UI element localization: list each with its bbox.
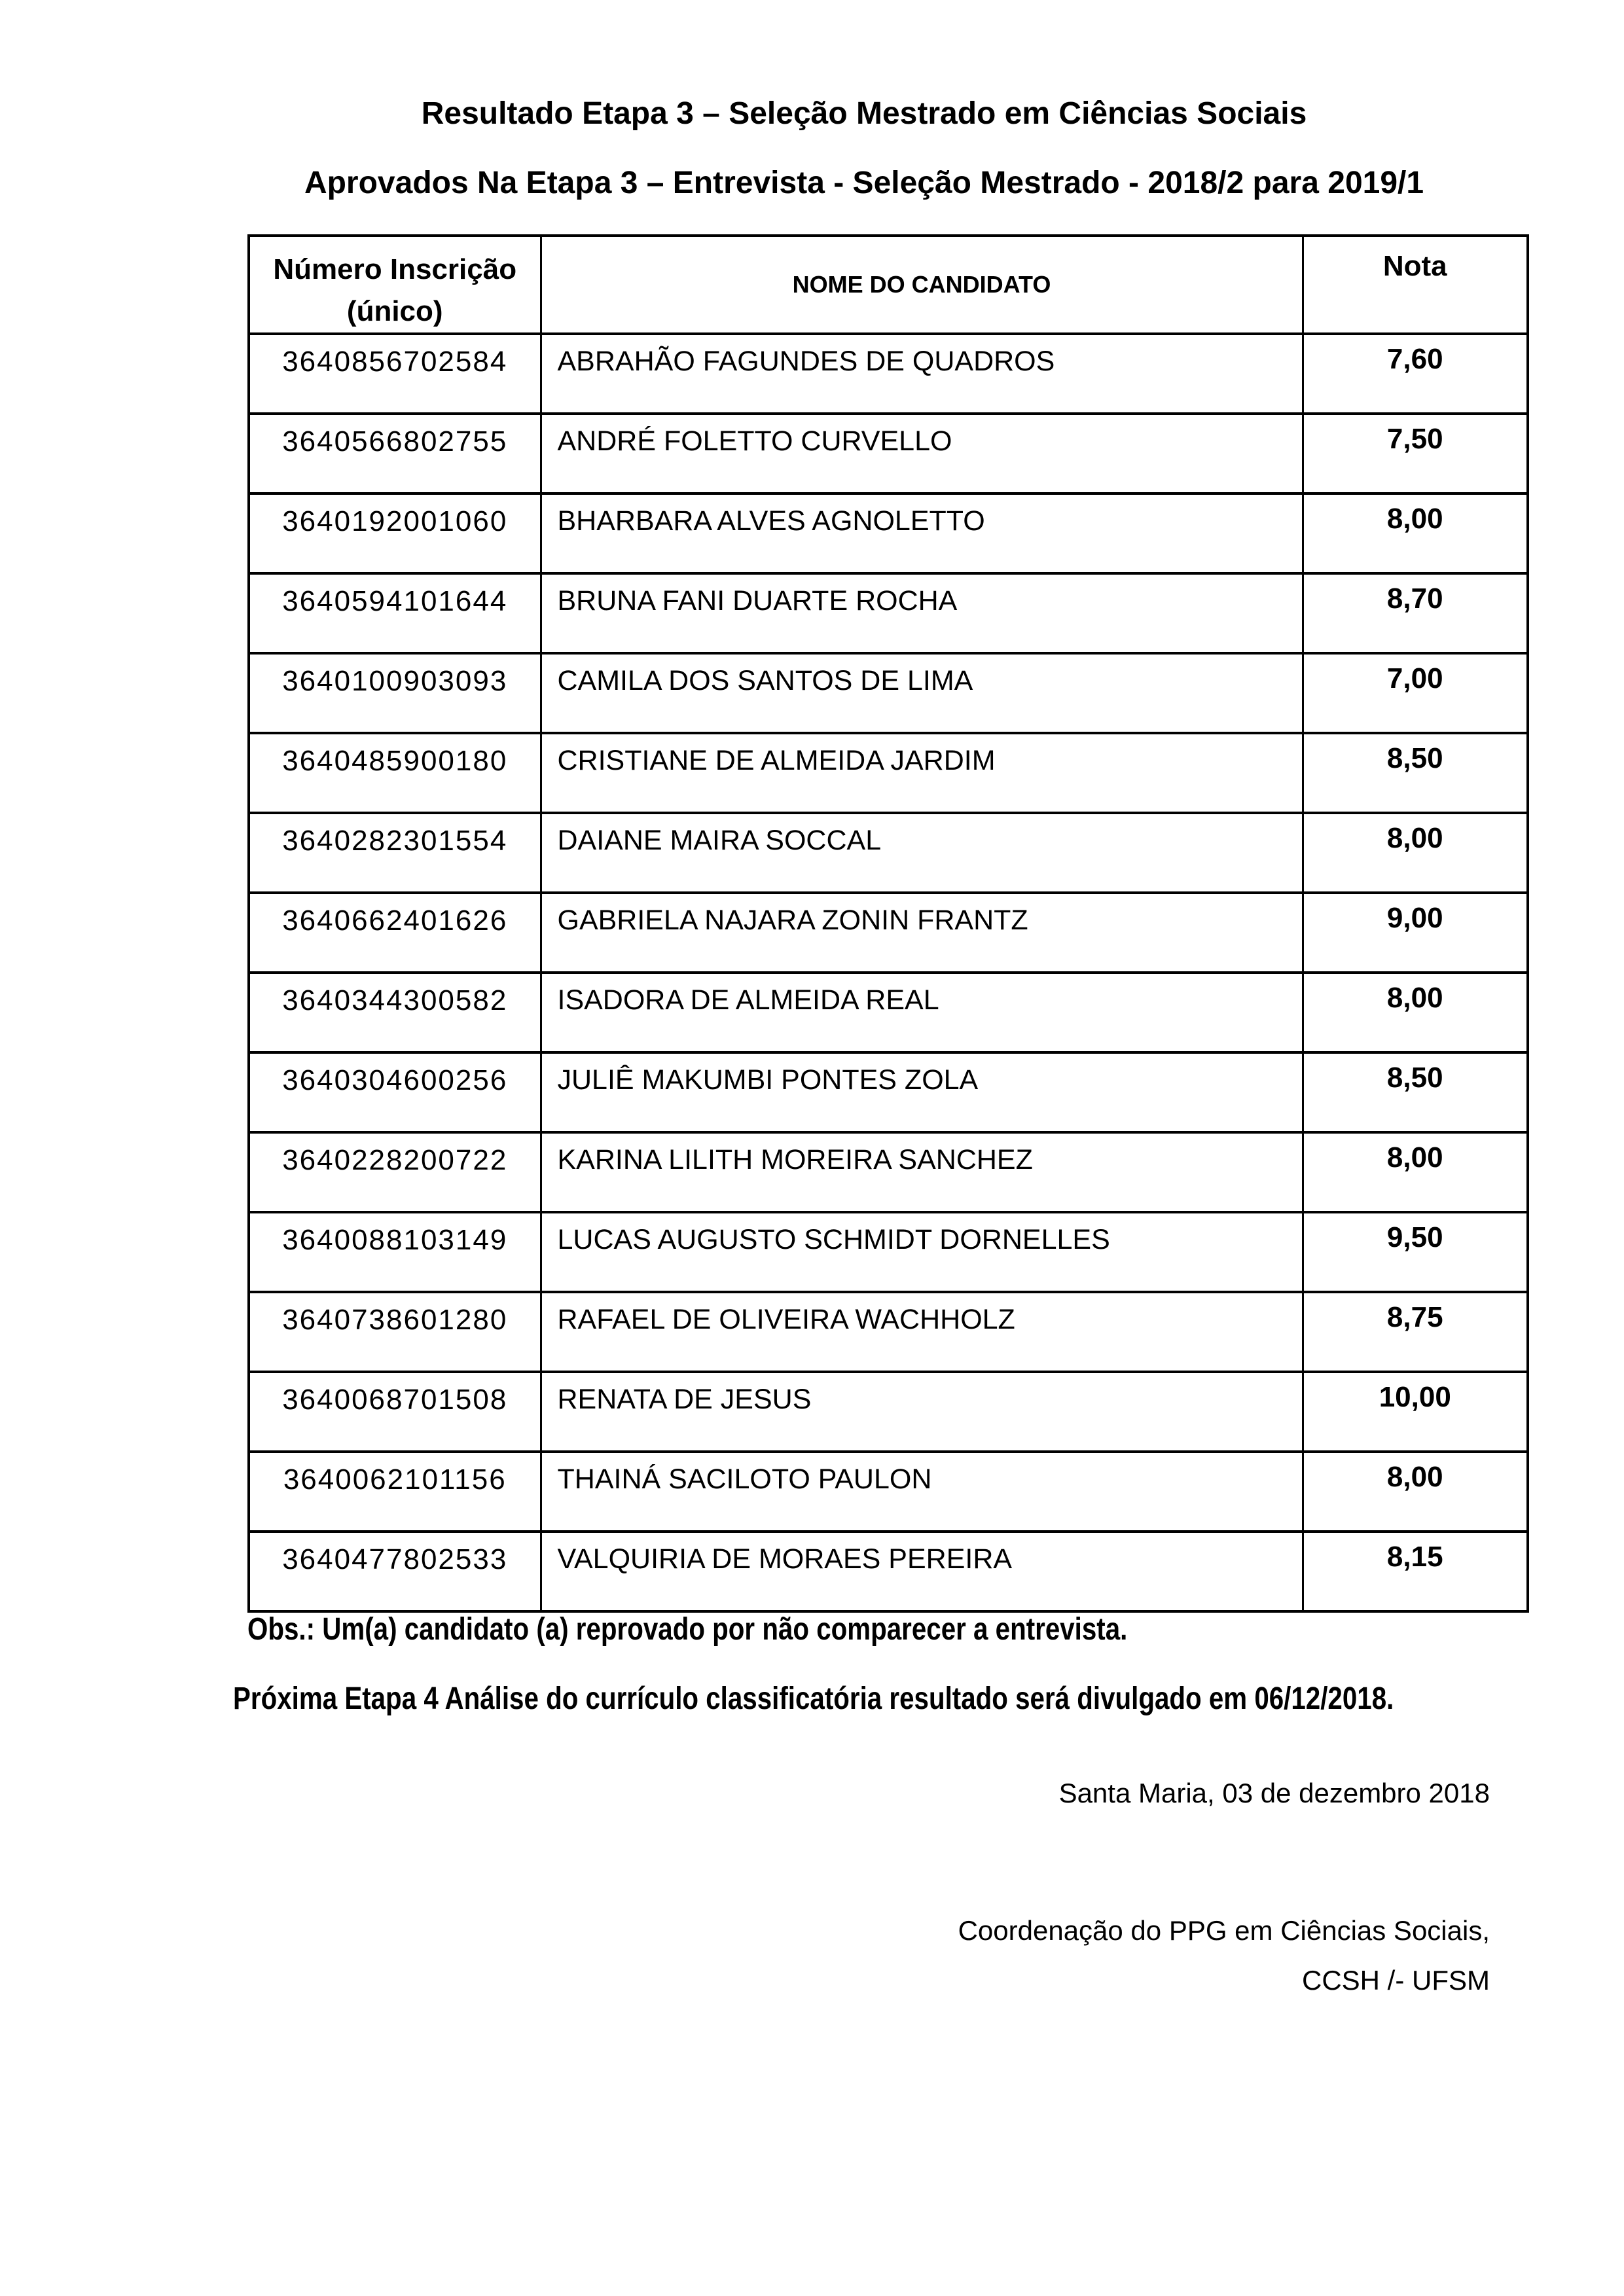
results-table — [247, 234, 1529, 1613]
nome-cell: JULIÊ MAKUMBI PONTES ZOLA — [541, 1052, 1303, 1132]
inscricao-cell: 3640344300582 — [249, 973, 541, 1052]
nota-cell: 8,70 — [1303, 573, 1528, 653]
results-table-body — [249, 334, 1528, 1611]
table-row — [249, 1452, 1528, 1532]
obs-note: Obs.: Um(a) candidato (a) reprovado por não comparecer a entrevista. — [247, 1612, 1128, 1647]
nome-cell: GABRIELA NAJARA ZONIN FRANTZ — [541, 893, 1303, 973]
nome-cell: LUCAS AUGUSTO SCHMIDT DORNELLES — [541, 1212, 1303, 1292]
nome-cell: RAFAEL DE OLIVEIRA WACHHOLZ — [541, 1292, 1303, 1372]
nome-cell: BRUNA FANI DUARTE ROCHA — [541, 573, 1303, 653]
nota-cell: 8,50 — [1303, 733, 1528, 813]
table-row — [249, 493, 1528, 573]
table-row — [249, 1532, 1528, 1611]
nome-cell: CAMILA DOS SANTOS DE LIMA — [541, 653, 1303, 733]
inscricao-cell: 3640566802755 — [249, 414, 541, 493]
inscricao-cell: 3640282301554 — [249, 813, 541, 893]
table-row — [249, 813, 1528, 893]
nota-cell: 8,50 — [1303, 1052, 1528, 1132]
header-inscricao — [249, 236, 541, 334]
nome-cell: THAINÁ SACILOTO PAULON — [541, 1452, 1303, 1532]
header-nome: NOME DO CANDIDATO — [541, 236, 1303, 334]
nota-cell: 8,00 — [1303, 1132, 1528, 1212]
nota-cell: 7,50 — [1303, 414, 1528, 493]
header-inscricao-line1: Número Inscrição — [273, 253, 517, 285]
proxima-etapa-note: Próxima Etapa 4 Análise do currículo classificatória resultado será divulgado em 06/12/2018. — [233, 1681, 1394, 1716]
signature-org-line1: Coordenação do PPG em Ciências Sociais, — [958, 1915, 1490, 1946]
page-title: Resultado Etapa 3 – Seleção Mestrado em Ciências Sociais — [421, 96, 1307, 131]
nome-cell: DAIANE MAIRA SOCCAL — [541, 813, 1303, 893]
nome-cell: ANDRÉ FOLETTO CURVELLO — [541, 414, 1303, 493]
table-row — [249, 893, 1528, 973]
nome-cell: KARINA LILITH MOREIRA SANCHEZ — [541, 1132, 1303, 1212]
nota-cell: 8,00 — [1303, 493, 1528, 573]
nome-cell: VALQUIRIA DE MORAES PEREIRA — [541, 1532, 1303, 1611]
table-row — [249, 1052, 1528, 1132]
inscricao-cell: 3640738601280 — [249, 1292, 541, 1372]
inscricao-cell: 3640594101644 — [249, 573, 541, 653]
nota-cell: 8,00 — [1303, 813, 1528, 893]
table-row — [249, 653, 1528, 733]
table-header-row — [249, 236, 1528, 334]
inscricao-cell: 3640228200722 — [249, 1132, 541, 1212]
nome-cell: BHARBARA ALVES AGNOLETTO — [541, 493, 1303, 573]
nota-cell: 7,60 — [1303, 334, 1528, 414]
inscricao-cell: 3640068701508 — [249, 1372, 541, 1452]
signature-block — [958, 1906, 1490, 2005]
nome-cell: ISADORA DE ALMEIDA REAL — [541, 973, 1303, 1052]
table-row — [249, 733, 1528, 813]
header-nota: Nota — [1303, 236, 1528, 334]
inscricao-cell: 3640856702584 — [249, 334, 541, 414]
place-date: Santa Maria, 03 de dezembro 2018 — [1058, 1778, 1490, 1808]
header-inscricao-line2: (único) — [346, 295, 443, 327]
nota-cell: 8,00 — [1303, 973, 1528, 1052]
table-row — [249, 573, 1528, 653]
inscricao-cell: 3640088103149 — [249, 1212, 541, 1292]
page-subtitle: Aprovados Na Etapa 3 – Entrevista - Seleção Mestrado - 2018/2 para 2019/1 — [304, 166, 1424, 200]
inscricao-cell: 3640477802533 — [249, 1532, 541, 1611]
nota-cell: 8,00 — [1303, 1452, 1528, 1532]
table-row — [249, 1372, 1528, 1452]
inscricao-cell: 3640100903093 — [249, 653, 541, 733]
nota-cell: 8,75 — [1303, 1292, 1528, 1372]
inscricao-cell: 3640192001060 — [249, 493, 541, 573]
nome-cell: RENATA DE JESUS — [541, 1372, 1303, 1452]
nota-cell: 8,15 — [1303, 1532, 1528, 1611]
nome-cell: ABRAHÃO FAGUNDES DE QUADROS — [541, 334, 1303, 414]
inscricao-cell: 3640304600256 — [249, 1052, 541, 1132]
table-row — [249, 973, 1528, 1052]
nota-cell: 9,00 — [1303, 893, 1528, 973]
inscricao-cell: 3640485900180 — [249, 733, 541, 813]
nota-cell: 9,50 — [1303, 1212, 1528, 1292]
nota-cell: 7,00 — [1303, 653, 1528, 733]
nome-cell: CRISTIANE DE ALMEIDA JARDIM — [541, 733, 1303, 813]
table-row — [249, 1212, 1528, 1292]
inscricao-cell: 3640662401626 — [249, 893, 541, 973]
nota-cell: 10,00 — [1303, 1372, 1528, 1452]
table-row — [249, 414, 1528, 493]
table-row — [249, 1132, 1528, 1212]
table-row — [249, 334, 1528, 414]
table-row — [249, 1292, 1528, 1372]
inscricao-cell: 3640062101156 — [249, 1452, 541, 1532]
signature-org-line2: CCSH /- UFSM — [1302, 1965, 1490, 1996]
